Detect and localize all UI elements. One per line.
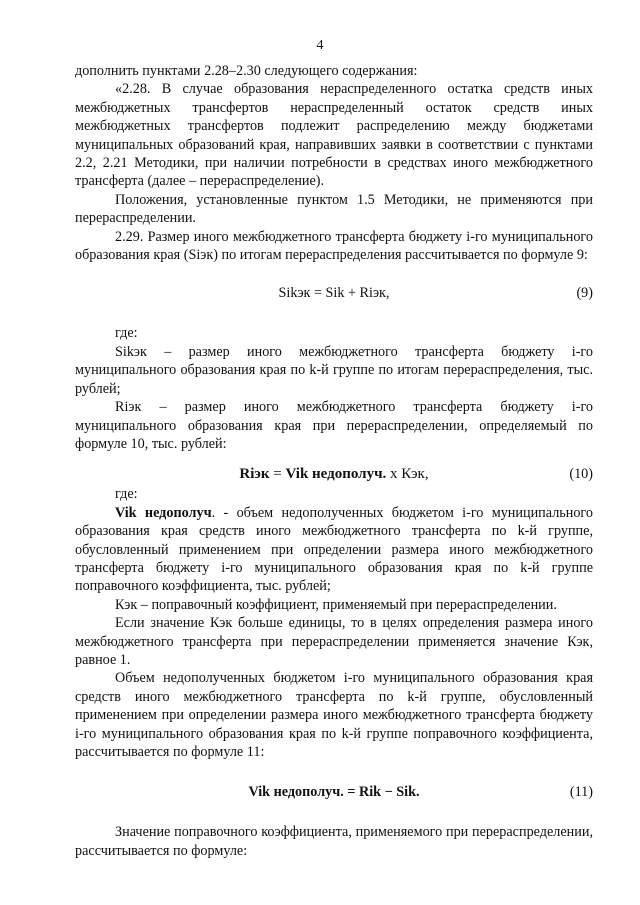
formula-11 <box>75 783 593 801</box>
definition-vik-term: Vik недополуч <box>115 504 212 521</box>
formula-11-number: (11) <box>569 784 593 801</box>
definition-sikek: Sikэк – размер иного межбюджетного трансферта бюджету i-го муниципального образования края по k-й группе по итогам перераспределения, тыс. рублей; <box>75 343 593 397</box>
paragraph-2-29: 2.29. Размер иного межбюджетного трансферта бюджету i-го муниципального образования края (Siэк) по итогам перераспределения рассчитывается по формуле 9: <box>75 228 593 264</box>
definition-vik <box>75 504 593 596</box>
formula-10-term: Vik недополуч. <box>285 466 387 483</box>
formula-10-number: (10) <box>569 466 593 483</box>
page-number: 4 <box>316 38 324 53</box>
paragraph-2-28: «2.28. В случае образования нераспределенного остатка средств иных межбюджетных трансфертов нераспределенный остаток средств иных межбюджетных трансфертов подлежит распределению между бюджетами муниципальных образований края, направивших заявки в соответствии с пунктами 2.2, 2.21 Методики, при наличии потребности в средствах иного межбюджетного трансферта (далее – перераспределение). <box>75 81 593 190</box>
formula-10-rest: x Кэк, <box>386 466 429 483</box>
where-label-1: где: <box>115 325 138 342</box>
formula-10 <box>75 465 593 483</box>
formula-9-expression: Sikэк = Sik + Riэк, <box>278 285 390 302</box>
formula-10-eq: = <box>269 466 286 483</box>
formula-10-lhs: Riэк <box>239 466 270 483</box>
definition-vik-text: . - объем недополученных бюджетом i-го муниципального образования края средств иного межбюджетного трансферта по k-й группе, обусловленный применением при определении размера иного межбюджетного трансферта бюджету i-го муниципального образования края по k-й группе поправочного коэффициента, тыс. рублей; <box>75 504 593 595</box>
formula-10-expression <box>75 465 593 483</box>
paragraph-provisions: Положения, установленные пунктом 1.5 Методики, не применяются при перераспределении. <box>75 191 593 227</box>
paragraph-formula-11-intro: Объем недополученных бюджетом i-го муниципального образования края средств иного межбюджетного трансферта по k-й группе, обусловленный применением при определении размера иного межбюджетного трансферта бюджету i-го муниципального образования края по k-й группе поправочного коэффициента, рассчитывается по формуле 11: <box>75 670 593 760</box>
formula-9 <box>75 284 593 302</box>
definition-kek: Кэк – поправочный коэффициент, применяемый при перераспределении. <box>115 596 557 613</box>
paragraph-coefficient: Значение поправочного коэффициента, применяемого при перераспределении, рассчитывается по формуле: <box>75 824 593 859</box>
formula-11-expression: Vik недополуч. = Rik − Sik. <box>248 784 420 801</box>
where-label-2: где: <box>115 486 138 503</box>
definition-riek: Riэк – размер иного межбюджетного трансферта бюджету i-го муниципального образования края при перераспределении, определяемый по формуле 10, тыс. рублей: <box>75 399 593 452</box>
formula-9-number: (9) <box>576 285 593 302</box>
intro-line: дополнить пунктами 2.28–2.30 следующего содержания: <box>75 63 418 79</box>
paragraph-kek-limit: Если значение Кэк больше единицы, то в целях определения размера иного межбюджетного трансферта при перераспределении применяется значение Кэк, равное 1. <box>75 615 593 668</box>
document-body <box>75 62 593 860</box>
